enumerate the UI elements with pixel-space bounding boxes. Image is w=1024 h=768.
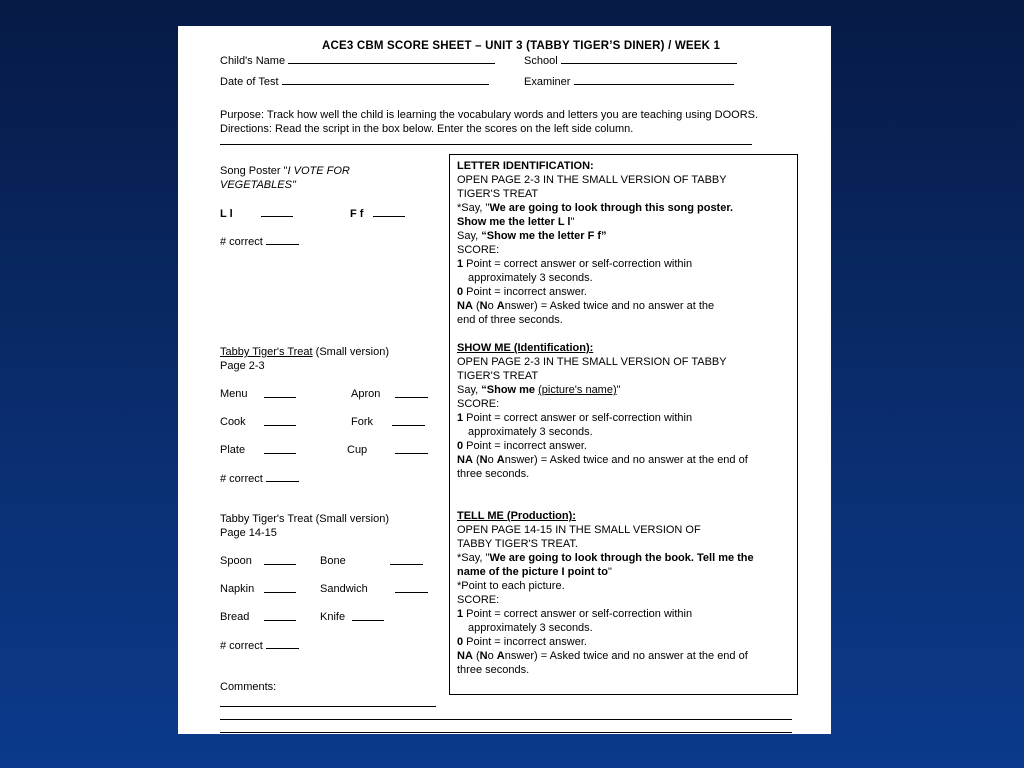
date-of-test-line[interactable] <box>282 74 489 85</box>
correct-count-2-line[interactable] <box>266 471 299 482</box>
sheet-title: ACE3 CBM SCORE SHEET – UNIT 3 (TABBY TIGER’S DINER) / WEEK 1 <box>322 40 721 52</box>
instruction-box <box>449 154 798 695</box>
word-spoon: Spoon <box>220 555 252 567</box>
date-of-test-field: Date of Test <box>220 74 489 89</box>
word-bone: Bone <box>320 555 346 567</box>
comments-label: Comments: <box>220 681 277 693</box>
treat1-page: Page 2-3 <box>220 360 265 372</box>
score-sheet <box>178 26 831 734</box>
word-plate: Plate <box>220 444 246 456</box>
comments-line-1[interactable] <box>220 706 436 707</box>
letter-identification-heading: LETTER IDENTIFICATION: <box>457 160 594 172</box>
letter-f-line[interactable] <box>373 206 405 217</box>
directions-text: Directions: Read the script in the box below. Enter the scores on the left side column. <box>220 123 634 135</box>
word-plate-line[interactable] <box>264 443 296 454</box>
treat2-label: Tabby Tiger's Treat (Small version) <box>220 513 389 525</box>
word-menu-line[interactable] <box>264 387 296 398</box>
word-fork-line[interactable] <box>392 415 425 426</box>
school-field: School <box>524 53 737 68</box>
word-bread-line[interactable] <box>264 610 296 621</box>
word-cook: Cook <box>220 416 246 428</box>
child-name-field: Child's Name <box>220 53 495 68</box>
correct-count-3: # correct <box>220 638 299 653</box>
treat1-label: Tabby Tiger's Treat (Small version) <box>220 346 390 358</box>
word-spoon-line[interactable] <box>264 554 296 565</box>
word-apron-line[interactable] <box>395 387 428 398</box>
treat2-page: Page 14-15 <box>220 527 277 539</box>
examiner-line[interactable] <box>574 74 734 85</box>
child-name-line[interactable] <box>288 53 495 64</box>
letter-f-score: F f <box>350 206 405 221</box>
purpose-text: Purpose: Track how well the child is learning the vocabulary words and letters you are teaching using DOORS. <box>220 109 759 121</box>
divider-line <box>220 144 752 145</box>
correct-count-1-line[interactable] <box>266 234 299 245</box>
word-menu: Menu <box>220 388 248 400</box>
tell-me-heading: TELL ME (Production): <box>457 510 576 522</box>
correct-count-2: # correct <box>220 471 299 486</box>
word-napkin-line[interactable] <box>264 582 296 593</box>
word-cup: Cup <box>347 444 368 456</box>
word-apron: Apron <box>351 388 381 400</box>
word-sandwich: Sandwich <box>320 583 368 595</box>
correct-count-1: # correct <box>220 234 299 249</box>
letter-identification-section: LETTER IDENTIFICATION: OPEN PAGE 2-3 IN THE SMALL VERSION OF TABBY TIGER'S TREAT *Say, "We are going to look through this song poster. Show me the letter L l" Say, “Show me the letter F f” SCORE: 1 Point = correct answer or self-correction within approximately 3 seconds. 0 Point = incorrect answer. NA (No Answer) = Asked twice and no answer at the end of three seconds. <box>457 160 734 326</box>
school-line[interactable] <box>561 53 737 64</box>
comments-line-2[interactable] <box>220 719 792 720</box>
letter-l-line[interactable] <box>261 206 293 217</box>
word-cup-line[interactable] <box>395 443 428 454</box>
show-me-section: SHOW ME (Identification): OPEN PAGE 2-3 IN THE SMALL VERSION OF TABBY TIGER'S TREAT Say, “Show me (picture's name)" SCORE: 1 Point = correct answer or self-correction within approximately 3 seconds. 0 Point = incorrect answer. NA (No Answer) = Asked twice and no answer at the end of three seconds. <box>457 342 748 480</box>
letter-l-score: L l <box>220 206 293 221</box>
word-cook-line[interactable] <box>264 415 296 426</box>
show-me-heading: SHOW ME (Identification): <box>457 342 594 354</box>
correct-count-3-line[interactable] <box>266 638 299 649</box>
word-napkin: Napkin <box>220 583 255 595</box>
word-fork: Fork <box>351 416 373 428</box>
word-knife-line[interactable] <box>352 610 384 621</box>
word-sandwich-line[interactable] <box>395 582 428 593</box>
song-poster-label: Song Poster "I VOTE FOR <box>220 165 350 177</box>
tell-me-section: TELL ME (Production): OPEN PAGE 14-15 IN THE SMALL VERSION OF TABBY TIGER'S TREAT. *Say, "We are going to look through the book. Tell me the name of the picture I point to" *Point to each picture. SCORE: 1 Point = correct answer or self-correction within approximately 3 seconds. 0 Point = incorrect answer. NA (No Answer) = Asked twice and no answer at the end of three seconds. <box>457 510 754 676</box>
song-poster-label-cont: VEGETABLES" <box>220 179 296 191</box>
word-bone-line[interactable] <box>390 554 423 565</box>
word-bread: Bread <box>220 611 250 623</box>
examiner-field: Examiner <box>524 74 734 89</box>
word-knife: Knife <box>320 611 346 623</box>
comments-line-3[interactable] <box>220 732 792 733</box>
